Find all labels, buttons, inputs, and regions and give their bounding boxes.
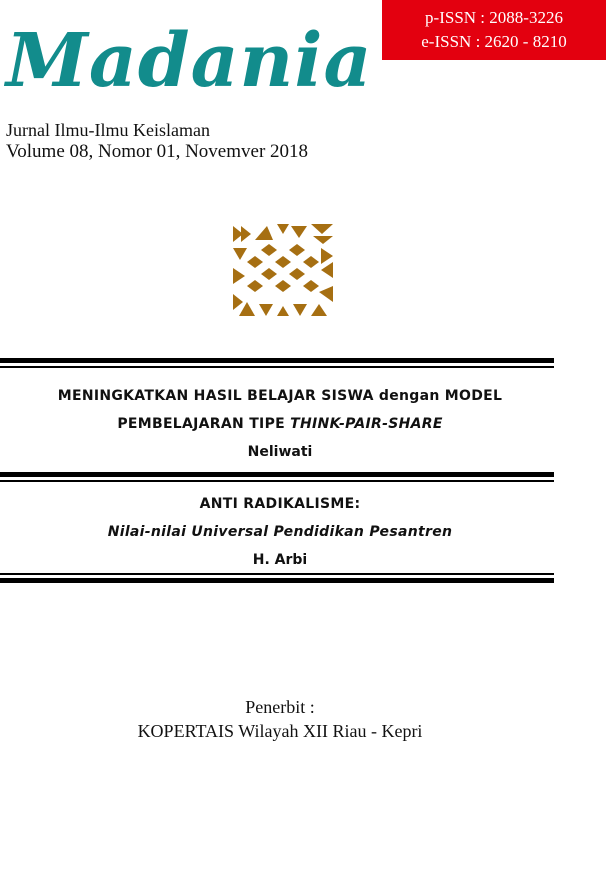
bottom-divider <box>0 578 554 583</box>
geometric-motif-icon <box>232 222 334 318</box>
article-1-title-line-2 <box>0 410 560 438</box>
article-1-title-emphasis: THINK-PAIR-SHARE <box>290 416 443 432</box>
article-1-title-prefix: PEMBELAJARAN TIPE <box>117 416 291 432</box>
print-issn: p-ISSN : 2088-3226 <box>425 8 563 27</box>
publisher-label: Penerbit : <box>245 697 315 717</box>
article-1-title-line-1: MENINGKATKAN HASIL BELAJAR SISWA dengan MODEL <box>57 388 503 404</box>
top-divider-thin <box>0 366 554 368</box>
article-2-title-line-2 <box>0 518 560 546</box>
journal-subtitle: Jurnal Ilmu-Ilmu Keislaman <box>6 120 210 140</box>
article-2-title-line-1: ANTI RADIKALISME: <box>199 496 361 512</box>
article-2-author: H. Arbi <box>252 552 308 568</box>
middle-divider <box>0 472 554 477</box>
article-2 <box>0 490 560 574</box>
top-divider <box>0 358 554 363</box>
publisher-name: KOPERTAIS Wilayah XII Riau - Kepri <box>137 721 423 741</box>
article-1 <box>0 382 560 466</box>
journal-volume-line: Volume 08, Nomor 01, Novemver 2018 <box>6 141 309 162</box>
publisher-block <box>0 695 560 743</box>
electronic-issn: e-ISSN : 2620 - 8210 <box>421 32 567 51</box>
journal-logo-text: Madania <box>6 18 373 104</box>
bottom-divider-thin <box>0 573 554 575</box>
article-2-title-emphasis: Nilai-nilai Universal Pendidikan Pesantren <box>107 524 453 540</box>
article-1-author: Neliwati <box>247 444 313 460</box>
middle-divider-thin <box>0 480 554 482</box>
issn-box <box>382 0 606 60</box>
